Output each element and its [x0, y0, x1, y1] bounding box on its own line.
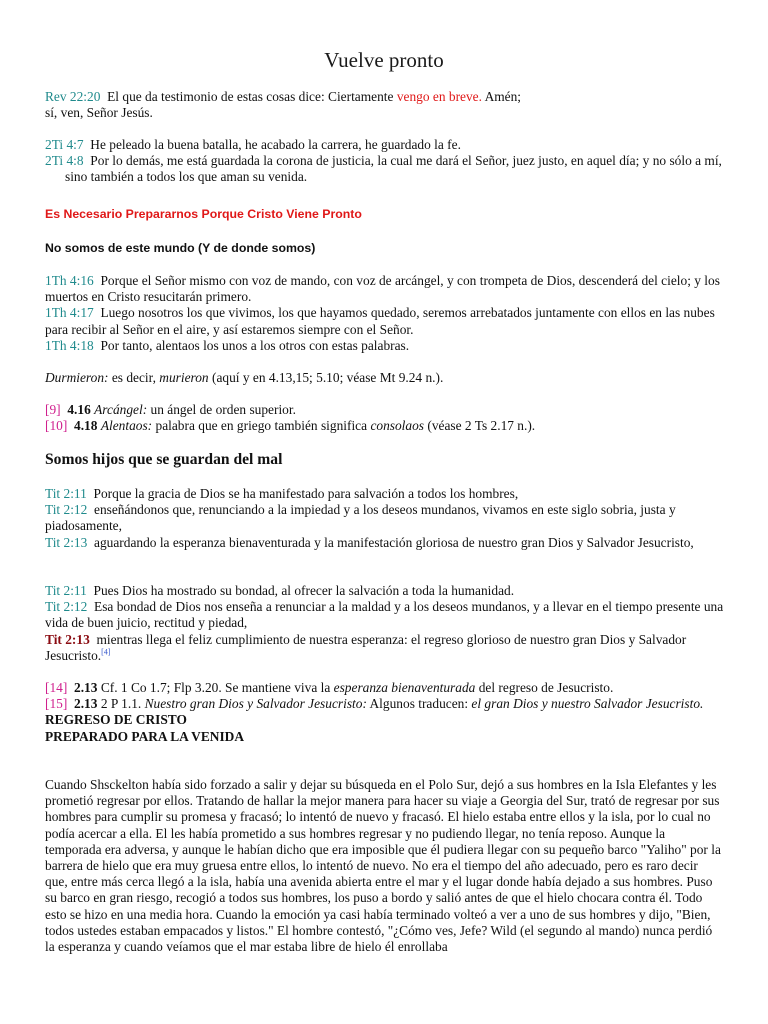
verse-text: mientras llega el feliz cumplimiento de nuestra esperanza: el regreso glorioso de nuestro gran Dios y Salvador Jesucristo.	[45, 631, 687, 663]
footnote-link[interactable]: [14]	[45, 680, 68, 695]
footnote	[45, 418, 725, 434]
verse-ref[interactable]: Tit 2:11	[45, 486, 87, 501]
verse-line	[45, 305, 725, 337]
verse-ref[interactable]: 2Ti 4:8	[45, 153, 84, 169]
footnote-marker[interactable]: [4]	[101, 647, 111, 657]
verse-text: Porque el Señor mismo con voz de mando, con voz de arcángel, y con trompeta de Dios, descenderá del cielo; y los muertos en Cristo resucitarán primero.	[45, 273, 720, 305]
verse-line	[45, 502, 725, 534]
heading-preparado: PREPARADO PARA LA VENIDA	[45, 728, 245, 744]
footnote-term: Alentaos:	[100, 418, 153, 434]
verse-line	[45, 583, 725, 599]
footnote-term: Arcángel:	[94, 402, 148, 417]
verse-ref[interactable]: 2Ti 4:7	[45, 137, 84, 152]
verse-line	[45, 338, 725, 354]
story-paragraph: Cuando Shsckelton había sido forzado a salir y dejar su búsqueda en el Polo Sur, dejó a sus hombres en la Isla Elefantes y les prometió regresar por ellos. Tratando de hallar la mejor manera para hacer su viaje a Georgia del Sur, trató de regresar por sus hombres para cumplir su promesa y fracasó; lo intentó de nuevo y fracasó. El hielo estaba entre ellos y la isla, por lo cual no podía acercar a ella. El les había prometido a sus hombres regresar y no pudiendo llegar, no tenía reposo. Aunque la temporada era adversa, y aunque le habían dicho que era imposible que él pudiera llegar con su pequeño barco "Yaliho" por la barrera de hielo que era muy gruesa entre ellos, lo intentó de nuevo. No era el tiempo del año adecuado, pero es raro decir que, entre más cerca llegó a la isla, había una avenida abierta entre el mar y el lugar donde había dejado a sus hombres. Puso su barco en gran riesgo, recogió a todos sus hombres, los puso a bordo y salió antes de que el hielo chocara contra él. Todo esto se hizo en una media hora. Cuando la emoción ya casi había terminado volteó a ver a uno de sus hombres y dijo, "Bien, todos ustedes estaban empacados y listos." El hombre contestó, "¿Cómo ves, Jefe? Wild (el segundo al mando) nunca perdió la esperanza y cuando veíamos que el mar estaba libre de hielo él enrollaba	[45, 777, 721, 955]
verse-ref[interactable]: Tit 2:12	[45, 599, 88, 615]
verse-text: Porque la gracia de Dios se ha manifestado para salvación a todos los hombres,	[93, 486, 519, 501]
note-term: Durmieron:	[45, 370, 109, 385]
footnote-link[interactable]: [9]	[45, 402, 61, 417]
section-heading-red: Es Necesario Prepararnos Porque Cristo Viene Pronto	[45, 207, 362, 221]
footnote-text2: Algunos traducen:	[369, 696, 469, 712]
footnote-italic: esperanza bienaventurada	[333, 680, 476, 695]
verse-ref-bold[interactable]: Tit 2:13	[45, 631, 90, 647]
note-durmieron	[45, 370, 725, 386]
verse-line	[45, 535, 725, 551]
verse-text: Luego nosotros los que vivimos, los que hayamos quedado, seremos arrebatados juntamente con ellos en las nubes para recibir al Señor en el aire, y así estaremos siempre con el Señor.	[45, 305, 715, 337]
footnote-extra-italic: consolaos	[370, 418, 425, 434]
note-term2: murieron	[159, 370, 209, 385]
footnotes-titus	[45, 680, 725, 745]
footnote-extra: (véase 2 Ts 2.17 n.).	[427, 418, 536, 434]
section-heading-hijos: Somos hijos que se guardan del mal	[45, 451, 283, 468]
thess-verses	[45, 273, 725, 354]
verse-text: Por lo demás, me está guardada la corona de justicia, la cual me dará el Señor, juez justo, en aquel día; y no sólo a mí, sino también a todos los que aman su venida.	[65, 153, 722, 185]
verse-text-end: Amén;	[484, 89, 522, 104]
footnote-text: palabra que en griego también significa	[155, 418, 368, 434]
page-title: Vuelve pronto	[324, 48, 444, 72]
verse-line	[45, 599, 725, 631]
verse-line	[45, 486, 725, 502]
verse-ref[interactable]: Tit 2:11	[45, 583, 87, 598]
verse-highlight: vengo en breve.	[396, 89, 482, 104]
footnote-verse: 4.18	[74, 418, 98, 434]
footnote-text2: del regreso de Jesucristo.	[478, 680, 614, 695]
titus-verses-2	[45, 583, 725, 664]
footnote	[45, 696, 725, 712]
heading-regreso: REGRESO DE CRISTO	[45, 712, 187, 728]
footnote	[45, 680, 725, 696]
verse-text: enseñándonos que, renunciando a la impiedad y a los deseos mundanos, vivamos en este siglo sobria, justa y piadosamente,	[45, 502, 676, 534]
verse-line	[45, 153, 725, 185]
verse-line	[45, 632, 725, 664]
verse-text: Esa bondad de Dios nos enseña a renunciar a la maldad y a los deseos mundanos, y a llevar en el tiempo presente una vida de buen juicio, rectitud y piedad,	[45, 599, 724, 631]
footnote	[45, 402, 725, 418]
verse-line	[45, 273, 725, 305]
verse-ref[interactable]: Tit 2:12	[45, 502, 88, 518]
note-text2: (aquí y en 4.13,15; 5.10; véase Mt 9.24 n.).	[212, 370, 444, 385]
verse-ref[interactable]: Tit 2:13	[45, 534, 88, 550]
footnote-link[interactable]: [15]	[45, 696, 68, 712]
verse-text: He peleado la buena batalla, he acabado la carrera, he guardado la fe.	[90, 137, 461, 152]
section-heading-world: No somos de este mundo (Y de donde somos)	[45, 241, 316, 255]
note-text: es decir,	[111, 370, 156, 385]
verse-ref[interactable]: 1Th 4:18	[45, 337, 94, 353]
titus-verses-1	[45, 486, 725, 551]
verse-line	[45, 137, 725, 153]
verse-ref[interactable]: 1Th 4:17	[45, 305, 94, 321]
verse-text: Por tanto, alentaos los unos a los otros con estas palabras.	[100, 337, 410, 353]
verse-text: Pues Dios ha mostrado su bondad, al ofrecer la salvación a toda la humanidad.	[93, 583, 515, 598]
footnote-verse: 2.13	[74, 680, 98, 695]
footnote-text: Cf. 1 Co 1.7; Flp 3.20. Se mantiene viva la	[100, 680, 331, 695]
verse-ref[interactable]: Rev 22:20	[45, 89, 101, 104]
footnote-italic2: el gran Dios y nuestro Salvador Jesucristo.	[471, 696, 704, 712]
footnote-italic: Nuestro gran Dios y Salvador Jesucristo:	[144, 696, 367, 712]
verse-text: aguardando la esperanza bienaventurada y la manifestación gloriosa de nuestro gran Dios y Salvador Jesucristo,	[94, 534, 694, 550]
verse-text: El que da testimonio de estas cosas dice: Ciertamente	[107, 89, 394, 104]
timothy-verses	[45, 137, 725, 186]
footnote-link[interactable]: [10]	[45, 418, 68, 434]
verse-ref[interactable]: 1Th 4:16	[45, 273, 94, 288]
rev-verse	[45, 89, 725, 121]
footnote-text: 2 P 1.1.	[100, 696, 142, 712]
verse-line2: sí, ven, Señor Jesús.	[45, 105, 153, 121]
footnote-text: un ángel de orden superior.	[150, 402, 296, 417]
footnote-verse: 4.16	[67, 402, 91, 417]
footnote-verse: 2.13	[74, 696, 98, 712]
footnotes-thess	[45, 402, 725, 434]
